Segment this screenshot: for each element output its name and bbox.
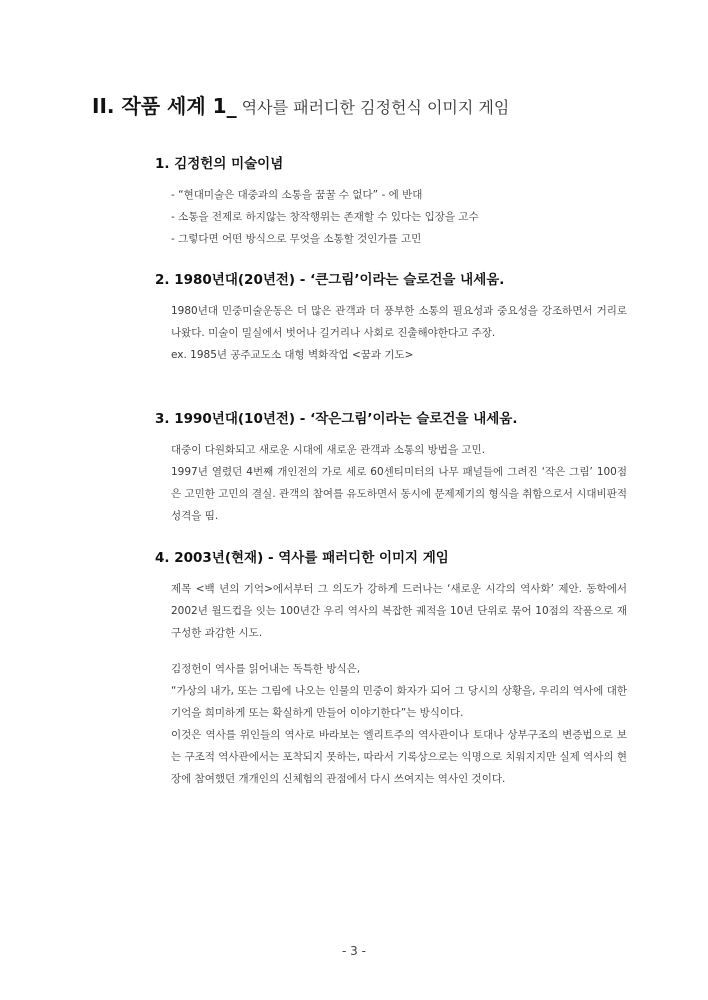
section-title: 1. 김정헌의 미술이념 xyxy=(155,156,284,172)
bullet-line: - 그렇다면 어떤 방식으로 무엇을 소통할 것인가를 고민 xyxy=(171,233,422,245)
section-3 xyxy=(155,407,625,527)
page-heading xyxy=(92,90,509,119)
heading-title-rest: 역사를 패러디한 김정헌식 이미지 게임 xyxy=(236,98,510,117)
page-number: - 3 - xyxy=(342,944,366,958)
bullet-line: - “현대미술은 대중과의 소통을 꿈꿀 수 없다” - 에 반대 xyxy=(171,189,423,201)
quote-paragraph: “가상의 내가, 또는 그림에 나오는 인물의 민중이 화자가 되어 그 당시의 상황을, 우리의 역사에 대한 기억을 희미하게 또는 확실하게 만들어 이야기한다”는 방식이다. xyxy=(171,685,627,719)
section-title: 4. 2003년(현재) - 역사를 패러디한 이미지 게임 xyxy=(155,550,449,566)
section-title: 3. 1990년대(10년전) - ‘작은그림’이라는 슬로건을 내세움. xyxy=(155,411,518,427)
example-line: ex. 1985년 공주교도소 대형 벽화작업 <꿈과 기도> xyxy=(171,349,414,361)
section-2 xyxy=(155,268,625,366)
paragraph: 제목 <백 년의 기억>에서부터 그 의도가 강하게 드러나는 ‘새로운 시각의 역사화’ 제안. 동학에서 2002년 월드컵을 잇는 100년간 우리 역사의 복잡한 궤적을 10년 단위로 묶어 10점의 작품으로 재구성한 과감한 시도. xyxy=(171,583,627,639)
paragraph: 이것은 역사를 위인들의 역사로 바라보는 엘리트주의 역사관이나 토대나 상부구조의 변증법으로 보는 구조적 역사관에서는 포착되지 못하는, 따라서 기록상으로는 익명으로 치워지지만 실제 역사의 현장에 참여했던 개개인의 신체험의 관점에서 다시 쓰여지는 역사인 것이다. xyxy=(171,729,627,785)
section-title: 2. 1980년대(20년전) - ‘큰그림’이라는 슬로건을 내세움. xyxy=(155,272,505,288)
section-1 xyxy=(155,152,625,250)
heading-title-bold: II. 작품 세계 1_ xyxy=(92,94,237,118)
paragraph: 1997년 열렸던 4번째 개인전의 가로 세로 60센티미터의 나무 패널들에 그려진 ‘작은 그림’ 100점은 고민한 고민의 결실. 관객의 참여를 유도하면서 동시에 문제제기의 형식을 취함으로서 시대비판적 성격을 띰. xyxy=(171,466,627,522)
paragraph-line: 김정헌이 역사를 읽어내는 독특한 방식은, xyxy=(171,663,361,675)
bullet-line: - 소통을 전제로 하지않는 창작행위는 존재할 수 있다는 입장을 고수 xyxy=(171,211,479,223)
paragraph: 1980년대 민중미술운동은 더 많은 관객과 더 풍부한 소통의 필요성과 중요성을 강조하면서 거리로 나왔다. 미술이 밀실에서 벗어나 길거리나 사회로 진출해야한다고 주장. xyxy=(171,305,627,339)
section-4 xyxy=(155,546,625,790)
paragraph-line: 대중이 다원화되고 새로운 시대에 새로운 관객과 소통의 방법을 고민. xyxy=(171,444,486,456)
